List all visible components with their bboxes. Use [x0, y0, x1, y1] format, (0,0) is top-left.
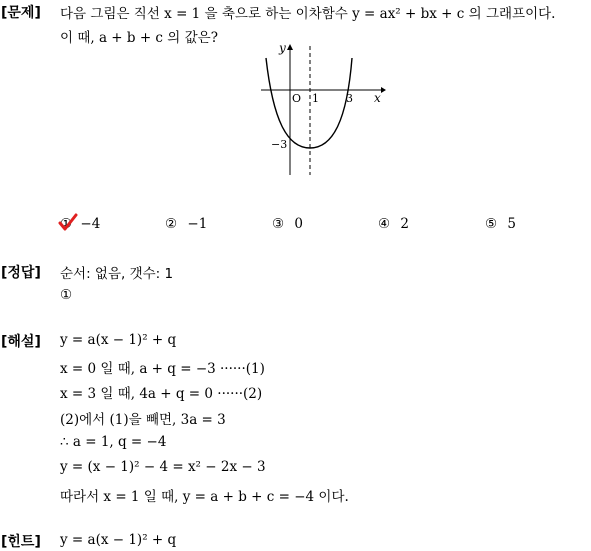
choice-3-value: 0	[294, 216, 303, 232]
solution-line-5: ∴ a = 1, q = −4	[60, 434, 167, 450]
choice-2-value: −1	[187, 216, 208, 232]
choice-5[interactable]	[485, 216, 516, 232]
choice-3-mark: ③	[272, 216, 285, 232]
choice-2[interactable]	[165, 216, 207, 232]
answer-tag: [정답]	[1, 265, 41, 281]
choice-1-mark: ①	[60, 216, 73, 232]
problem-tag: [문제]	[1, 5, 41, 21]
problem-line-2: 이 때, a + b + c 의 값은?	[60, 30, 218, 46]
choice-4[interactable]	[378, 216, 409, 232]
solution-line-4: (2)에서 (1)을 빼면, 3a = 3	[60, 412, 226, 428]
hint-line-1: y = a(x − 1)² + q	[60, 532, 177, 548]
y-axis-arrow	[287, 44, 293, 50]
choice-1-value: −4	[80, 216, 101, 232]
parabola-curve	[266, 58, 352, 148]
solution-line-2: x = 0 일 때, a + q = −3 ······(1)	[60, 361, 265, 377]
tick-label-neg3: −3	[271, 138, 288, 151]
choice-4-value: 2	[400, 216, 409, 232]
choice-2-mark: ②	[165, 216, 178, 232]
origin-label: O	[292, 92, 302, 105]
answer-order-count: 순서: 없음, 갯수: 1	[60, 266, 174, 282]
choice-3[interactable]	[272, 216, 303, 232]
solution-line-1: y = a(x − 1)² + q	[60, 332, 177, 348]
x-axis-label: x	[374, 91, 381, 105]
solution-tag: [해설]	[1, 334, 41, 350]
parabola-graph	[255, 40, 395, 180]
choice-4-mark: ④	[378, 216, 391, 232]
choice-5-mark: ⑤	[485, 216, 498, 232]
y-axis-label: y	[279, 41, 286, 55]
choice-1[interactable]	[60, 216, 100, 232]
problem-line-1: 다음 그림은 직선 x = 1 을 축으로 하는 이차함수 y = ax² + bx + c 의 그래프이다.	[60, 6, 556, 22]
solution-line-7: 따라서 x = 1 일 때, y = a + b + c = −4 이다.	[60, 489, 349, 505]
tick-label-1: 1	[312, 92, 319, 105]
check-mark-icon	[58, 213, 78, 231]
hint-tag: [힌트]	[1, 534, 41, 550]
solution-line-6: y = (x − 1)² − 4 = x² − 2x − 3	[60, 459, 266, 475]
answer-choice: ①	[60, 287, 73, 303]
x-axis-arrow	[381, 87, 386, 93]
solution-line-3: x = 3 일 때, 4a + q = 0 ······(2)	[60, 386, 263, 402]
choice-5-value: 5	[507, 216, 516, 232]
tick-label-3: 3	[346, 92, 353, 105]
